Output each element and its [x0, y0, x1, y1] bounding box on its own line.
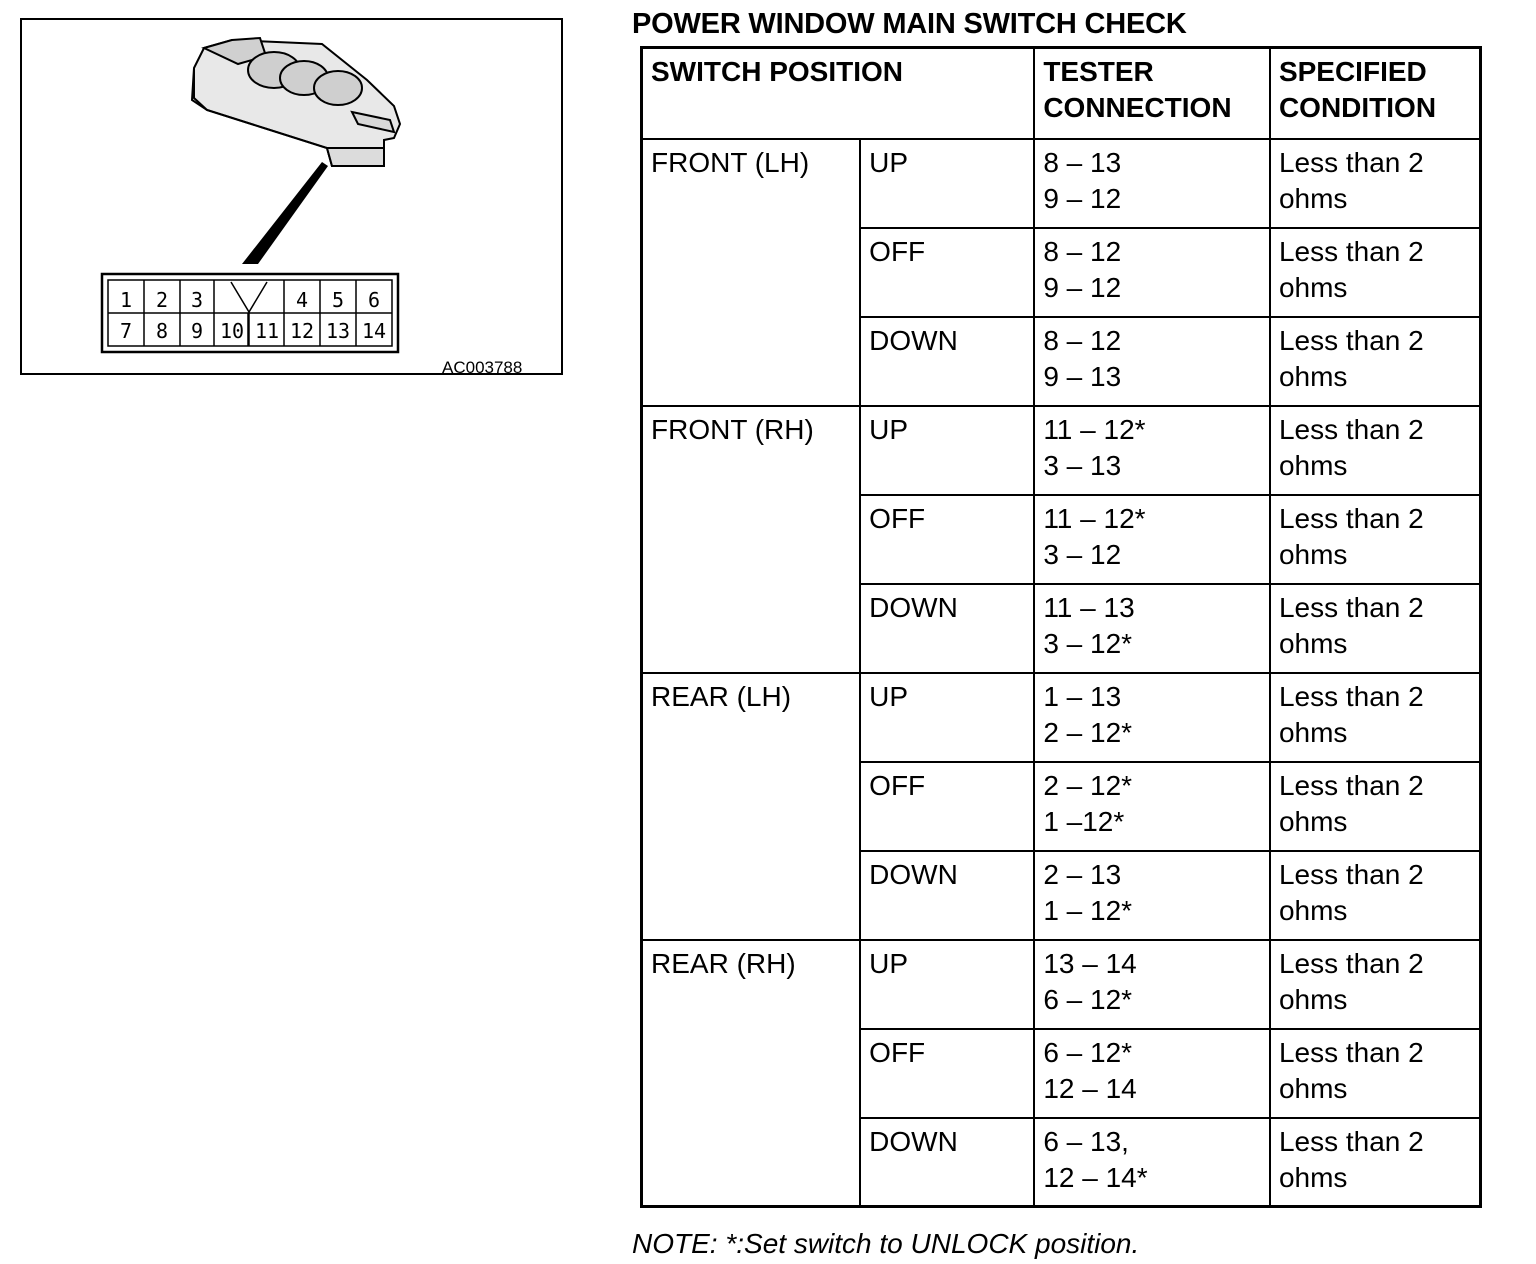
- specified-condition-cell: [1270, 673, 1481, 762]
- connection-line: 12 – 14: [1043, 1072, 1137, 1104]
- specified-condition-cell: [1270, 495, 1481, 584]
- specified-condition-cell: [1270, 139, 1481, 228]
- condition-line: Less than 2: [1278, 1125, 1424, 1157]
- table-header-row: [642, 48, 1481, 139]
- header-spec-line1: SPECIFIED: [1278, 56, 1427, 87]
- switch-state-cell: OFF: [860, 228, 1034, 317]
- connection-line: 11 – 12*: [1043, 502, 1146, 534]
- connection-line: 12 – 14*: [1043, 1161, 1148, 1193]
- switch-state-cell: UP: [860, 406, 1034, 495]
- pin-13: 13: [325, 319, 351, 343]
- tester-connection-cell: [1034, 762, 1270, 851]
- condition-line: Less than 2: [1278, 1036, 1424, 1068]
- condition-line: Less than 2: [1278, 413, 1424, 445]
- condition-line: ohms: [1278, 449, 1348, 481]
- switch-group-cell: REAR (LH): [642, 673, 861, 940]
- tester-connection-cell: [1034, 317, 1270, 406]
- table-row: [642, 673, 1481, 762]
- switch-group-cell: FRONT (LH): [642, 139, 861, 406]
- condition-line: ohms: [1278, 983, 1348, 1015]
- header-spec-line2: CONDITION: [1278, 92, 1437, 123]
- specified-condition-cell: [1270, 1118, 1481, 1207]
- condition-line: Less than 2: [1278, 235, 1424, 267]
- condition-line: Less than 2: [1278, 324, 1424, 356]
- switch-check-table: [640, 46, 1482, 1208]
- pin-6: 6: [367, 288, 381, 312]
- connection-line: 8 – 12: [1043, 324, 1122, 356]
- connection-line: 11 – 12*: [1043, 413, 1146, 445]
- connection-line: 2 – 12*: [1043, 716, 1133, 748]
- specified-condition-cell: [1270, 406, 1481, 495]
- tester-connection-cell: [1034, 1118, 1270, 1207]
- condition-line: ohms: [1278, 716, 1348, 748]
- condition-line: ohms: [1278, 182, 1348, 214]
- condition-line: ohms: [1278, 271, 1348, 303]
- condition-line: ohms: [1278, 894, 1348, 926]
- connection-line: 8 – 12: [1043, 235, 1122, 267]
- condition-line: Less than 2: [1278, 680, 1424, 712]
- switch-group-cell: REAR (RH): [642, 940, 861, 1207]
- switch-state-cell: UP: [860, 673, 1034, 762]
- table-row: [642, 139, 1481, 228]
- connection-line: 9 – 12: [1043, 271, 1122, 303]
- tester-connection-cell: [1034, 139, 1270, 228]
- specified-condition-cell: [1270, 762, 1481, 851]
- condition-line: ohms: [1278, 627, 1348, 659]
- header-switch-position: SWITCH POSITION: [642, 48, 1035, 139]
- tester-connection-cell: [1034, 495, 1270, 584]
- connection-line: 1 – 13: [1043, 680, 1122, 712]
- pin-14: 14: [361, 319, 387, 343]
- connection-line: 1 –12*: [1043, 805, 1125, 837]
- pin-2: 2: [155, 288, 169, 312]
- connection-line: 2 – 12*: [1043, 769, 1133, 801]
- condition-line: Less than 2: [1278, 947, 1424, 979]
- tester-connection-cell: [1034, 673, 1270, 762]
- page-title: POWER WINDOW MAIN SWITCH CHECK: [632, 8, 1187, 40]
- figure-code: AC003788: [442, 358, 523, 377]
- pin-10: 10: [219, 319, 245, 343]
- header-tester-line2: CONNECTION: [1043, 92, 1232, 123]
- connection-line: 6 – 12*: [1043, 1036, 1133, 1068]
- connection-line: 3 – 12*: [1043, 627, 1133, 659]
- specified-condition-cell: [1270, 940, 1481, 1029]
- switch-group-cell: FRONT (RH): [642, 406, 861, 673]
- switch-state-cell: UP: [860, 940, 1034, 1029]
- tester-connection-cell: [1034, 940, 1270, 1029]
- switch-state-cell: OFF: [860, 1029, 1034, 1118]
- pin-4: 4: [295, 288, 309, 312]
- header-specified-condition: [1270, 48, 1481, 139]
- connection-line: 6 – 12*: [1043, 983, 1133, 1015]
- condition-line: Less than 2: [1278, 146, 1424, 178]
- specified-condition-cell: [1270, 228, 1481, 317]
- connection-line: 2 – 13: [1043, 858, 1122, 890]
- switch-state-cell: UP: [860, 139, 1034, 228]
- pin-9: 9: [190, 319, 204, 343]
- specified-condition-cell: [1270, 584, 1481, 673]
- tester-connection-cell: [1034, 228, 1270, 317]
- condition-line: ohms: [1278, 1161, 1348, 1193]
- switch-illustration: [20, 18, 563, 375]
- switch-assembly-illustration: [192, 38, 400, 166]
- pin-12: 12: [289, 319, 315, 343]
- switch-state-cell: DOWN: [860, 584, 1034, 673]
- condition-line: Less than 2: [1278, 502, 1424, 534]
- connection-line: 8 – 13: [1043, 146, 1122, 178]
- specified-condition-cell: [1270, 317, 1481, 406]
- header-tester-connection: [1034, 48, 1270, 139]
- pin-7: 7: [119, 319, 133, 343]
- condition-line: ohms: [1278, 1072, 1348, 1104]
- switch-drawing: [22, 20, 565, 377]
- condition-line: Less than 2: [1278, 769, 1424, 801]
- connection-line: 13 – 14: [1043, 947, 1137, 979]
- connection-line: 3 – 12: [1043, 538, 1122, 570]
- tester-connection-cell: [1034, 584, 1270, 673]
- connection-line: 11 – 13: [1043, 591, 1135, 623]
- tester-connection-cell: [1034, 406, 1270, 495]
- condition-line: Less than 2: [1278, 591, 1424, 623]
- switch-state-cell: OFF: [860, 495, 1034, 584]
- specified-condition-cell: [1270, 1029, 1481, 1118]
- switch-state-cell: DOWN: [860, 851, 1034, 940]
- pin-1: 1: [119, 288, 133, 312]
- switch-state-cell: DOWN: [860, 1118, 1034, 1207]
- switch-state-cell: OFF: [860, 762, 1034, 851]
- table-row: [642, 406, 1481, 495]
- condition-line: ohms: [1278, 538, 1348, 570]
- condition-line: ohms: [1278, 360, 1348, 392]
- table-row: [642, 940, 1481, 1029]
- connection-line: 9 – 13: [1043, 360, 1122, 392]
- pin-3: 3: [190, 288, 204, 312]
- tester-connection-cell: [1034, 851, 1270, 940]
- pin-5: 5: [331, 288, 345, 312]
- tester-connection-cell: [1034, 1029, 1270, 1118]
- pin-8: 8: [155, 319, 169, 343]
- specified-condition-cell: [1270, 851, 1481, 940]
- connection-line: 3 – 13: [1043, 449, 1122, 481]
- header-tester-line1: TESTER: [1043, 56, 1154, 87]
- footnote: NOTE: *:Set switch to UNLOCK position.: [632, 1228, 1140, 1259]
- leader-pointer: [242, 162, 328, 264]
- condition-line: Less than 2: [1278, 858, 1424, 890]
- condition-line: ohms: [1278, 805, 1348, 837]
- connection-line: 1 – 12*: [1043, 894, 1133, 926]
- switch-state-cell: DOWN: [860, 317, 1034, 406]
- connection-line: 9 – 12: [1043, 182, 1122, 214]
- connection-line: 6 – 13,: [1043, 1125, 1129, 1157]
- table-body: [642, 139, 1481, 1207]
- pin-11: 11: [254, 319, 280, 343]
